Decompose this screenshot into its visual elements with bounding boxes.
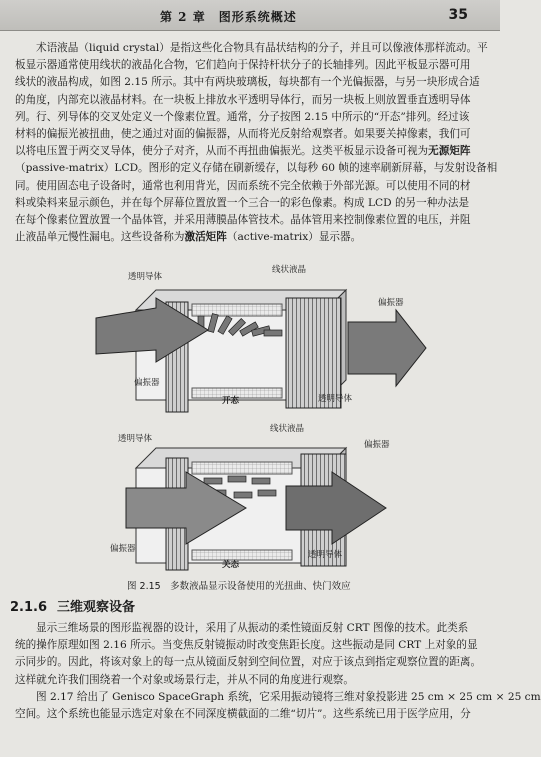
- label-liquid-crystal-off: 线状液晶: [270, 424, 305, 434]
- label-conductor-bottom-off: 透明导体: [308, 550, 343, 560]
- conductor-top-on: [192, 304, 282, 316]
- text-line: 材料的偏振光被扭曲，使之通过对面的偏振器，从而将光反射给观察者。如果要关掉像素，我们可: [15, 128, 471, 141]
- light-arrow-out-on: [348, 310, 426, 386]
- label-state-on: 开态: [222, 396, 240, 406]
- text-line: 图 2.17 给出了 Genisco SpaceGraph 系统，它采用振动镜将三维对象投影进 25 cm × 25 cm × 25 cm: [36, 691, 541, 703]
- section-title: 三维观察设备: [57, 600, 136, 615]
- label-polarizer-left-off: 偏振器: [110, 544, 136, 554]
- paragraph-3d-devices: [15, 620, 481, 689]
- text-line: 同。使用固态电子设备时，通常也利用背光，因而系统不完全依赖于外部光源。可以使用不同的材: [15, 179, 471, 192]
- label-liquid-crystal-on: 线状液晶: [272, 265, 307, 275]
- text-line: 术语液晶（liquid crystal）是指这些化合物具有晶状结构的分子，并且可以像液体那样流动。平: [36, 42, 488, 54]
- running-header: [0, 0, 500, 31]
- label-conductor-top-on: 透明导体: [128, 272, 163, 282]
- paragraph-lcd: [15, 40, 498, 246]
- section-number: 2.1.6: [10, 600, 48, 615]
- text-line: 线状的液晶构成，如图 2.15 所示。其中有两块玻璃板，每块都有一个光偏振器，与另一块形成合适: [15, 76, 480, 89]
- text-line: 显示三维场景的图形监视器的设计，采用了从振动的柔性镜面反射 CRT 图像的技术。此类系: [36, 622, 469, 634]
- text-line: 在每个像素位置放置一个晶体管，并采用薄膜晶体管技术。晶体管用来控制像素位置的电压，并阻: [15, 214, 471, 227]
- text-line: [15, 229, 481, 246]
- label-conductor-top-off: 透明导体: [118, 434, 153, 444]
- figure-caption: 图 2.15 多数液晶显示设备使用的光扭曲、快门效应: [127, 581, 351, 592]
- label-polarizer-right-on: 偏振器: [378, 298, 404, 308]
- text-line: 统的操作原理如图 2.16 所示。当变焦反射镜振动时改变焦距长度。这些振动是同 CRT 上对象的显: [15, 639, 478, 652]
- lcd-diagram: [96, 270, 426, 575]
- text-line: 的角度，内部充以液晶材料。在一块板上排放水平透明导体行，而另一块板上则放置垂直透明导体: [15, 93, 471, 106]
- text-segment: 止液晶单元慢性漏电。这些设备称为: [15, 231, 185, 244]
- text-line: 列。行、列导体的交叉处定义一个像素位置。通常，分子按图 2.15 中所示的“开态”排列。经过该: [15, 110, 470, 123]
- term-active-matrix: 激活矩阵: [184, 231, 227, 244]
- text-line: 空间。这个系统也能显示选定对象在不同深度横截面的二维“切片”。这些系统已用于医学应用，分: [15, 708, 471, 721]
- text-segment: 以将电压置于两交叉导体，使分子对齐，从而不再扭曲偏振光。这类平板显示设备可视为: [15, 145, 429, 158]
- term-passive-matrix: 无源矩阵: [428, 145, 471, 158]
- label-polarizer-right-off: 偏振器: [364, 440, 390, 450]
- conductor-top-off: [192, 462, 292, 474]
- label-state-off: 关态: [222, 560, 240, 570]
- conductor-bottom-off: [192, 550, 292, 560]
- label-polarizer-left-on: 偏振器: [134, 378, 160, 388]
- page-number: 35: [448, 7, 468, 23]
- label-conductor-bottom-on: 透明导体: [318, 394, 353, 404]
- paragraph-spacegraph: [15, 689, 541, 723]
- on-state-diagram: [96, 290, 426, 412]
- text-line: 料或染料来显示颜色，并在每个屏幕位置放置一个三合一的彩色像素。构成 LCD 的另一种办法是: [15, 196, 470, 209]
- text-line: （passive-matrix）LCD。图形的定义存储在刷新缓存，以每秒 60 帧的速率刷新屏幕，与发射设备相: [15, 162, 498, 175]
- text-line: 这样就允许我们围绕着一个对象或场景行走，并从不同的角度进行观察。: [15, 673, 354, 686]
- chapter-title: 第 2 章 图形系统概述: [160, 10, 297, 24]
- figure-2-15: [96, 265, 426, 590]
- section-heading: [10, 596, 135, 615]
- text-line: 板显示器通常使用线状的液晶化合物，它们趋向于保持杆状分子的长轴排列。因此平板显示器可用: [15, 59, 471, 72]
- text-segment: （active-matrix）显示器。: [226, 231, 362, 244]
- off-state-diagram: [126, 448, 386, 570]
- text-line: [15, 143, 481, 160]
- text-line: 示同步的。因此，将该对象上的每一点从镜面反射到空间位置，对应于该点到指定观察位置的距离。: [15, 656, 482, 669]
